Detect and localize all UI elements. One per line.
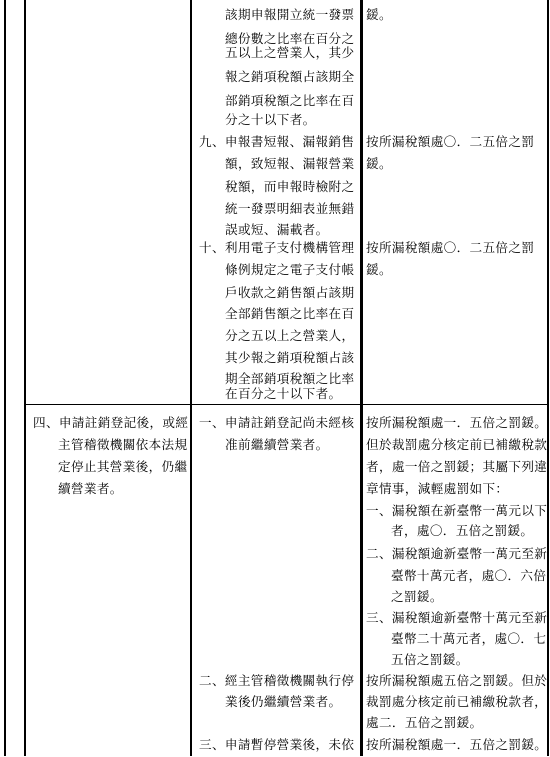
category-text: 續營業者。 bbox=[58, 481, 123, 496]
penalty-text: 二、漏稅額逾新臺幣一萬元至新 bbox=[366, 546, 548, 561]
subitem-text: 報之銷項稅額占該期全 bbox=[225, 69, 355, 84]
subitem-text: 九、申報書短報、漏報銷售 bbox=[199, 134, 355, 149]
table-right-border bbox=[547, 0, 549, 756]
penalty-text: 但於裁罰處分核定前已補繳稅款 bbox=[366, 437, 548, 452]
penalty-text: 按所漏稅額處〇．二五倍之罰 bbox=[366, 240, 535, 255]
subitem-text: 在百分之十以下者。 bbox=[225, 386, 342, 401]
penalty-text: 之罰鍰。 bbox=[391, 589, 443, 604]
subitem-text: 統一發票明細表並無錯 bbox=[225, 201, 355, 216]
penalty-text: 鍰。 bbox=[366, 156, 392, 171]
table-left-border bbox=[4, 0, 6, 756]
subitem-text: 其少報之銷項稅額占該 bbox=[225, 350, 355, 365]
penalty-text: 按所漏稅額處〇．二五倍之罰 bbox=[366, 134, 535, 149]
penalty-text: 臺幣十萬元者，處〇．六倍 bbox=[391, 568, 547, 583]
penalty-text: 章情事，減輕處罰如下： bbox=[366, 481, 509, 496]
subitem-text: 全部銷售額之比率在百 bbox=[225, 306, 355, 321]
subitem-text: 條例規定之電子支付帳 bbox=[225, 262, 355, 277]
subitem-text: 部銷項稅額之比率在百 bbox=[225, 93, 355, 108]
subitem-text: 五以上之營業人，其少 bbox=[225, 45, 355, 60]
subitem-text: 十、利用電子支付機構管理 bbox=[199, 240, 355, 255]
penalty-text: 按所漏稅額處五倍之罰鍰。但於 bbox=[366, 673, 548, 688]
subitem-text: 分之十以下者。 bbox=[225, 112, 316, 127]
subitem-text: 總份數之比率在百分之 bbox=[225, 31, 355, 46]
penalty-text: 者，處〇．五倍之罰鍰。 bbox=[391, 523, 534, 538]
category-text: 四、申請註銷登記後，或經 bbox=[33, 415, 189, 430]
penalty-text: 五倍之罰鍰。 bbox=[391, 652, 469, 667]
subitem-text: 二、經主管稽徵機關執行停 bbox=[199, 673, 355, 688]
column-divider-2 bbox=[190, 0, 192, 756]
subitem-text: 戶收款之銷售額占該期 bbox=[225, 285, 355, 300]
subitem-text: 一、申請註銷登記尚未經核 bbox=[199, 415, 355, 430]
subitem-text: 額，致短報、漏報營業 bbox=[225, 156, 355, 171]
subitem-text: 准前繼續營業者。 bbox=[225, 437, 329, 452]
penalty-text: 者，處一倍之罰鍰；其屬下列違 bbox=[366, 459, 548, 474]
penalty-text: 鍰。 bbox=[366, 262, 392, 277]
penalty-text: 按所漏稅額處一．五倍之罰鍰。 bbox=[366, 737, 548, 752]
subitem-text: 誤或短、漏載者。 bbox=[225, 222, 329, 237]
penalty-text: 三、漏稅額逾新臺幣十萬元至新 bbox=[366, 610, 548, 625]
penalty-text: 鍰。 bbox=[366, 7, 392, 22]
penalty-text: 一、漏稅額在新臺幣一萬元以下 bbox=[366, 503, 548, 518]
subitem-text: 期全部銷項稅額之比率 bbox=[225, 371, 355, 386]
subitem-text: 分之五以上之營業人， bbox=[225, 328, 355, 343]
penalty-text: 處二．五倍之罰鍰。 bbox=[366, 715, 483, 730]
subitem-text: 稅額，而申報時檢附之 bbox=[225, 179, 355, 194]
column-divider-1 bbox=[24, 0, 26, 756]
subitem-text: 該期申報開立統一發票 bbox=[225, 7, 355, 22]
column-divider-3 bbox=[360, 0, 363, 756]
subitem-text: 業後仍繼續營業者。 bbox=[225, 694, 342, 709]
penalty-text: 裁罰處分核定前已補繳稅款者， bbox=[366, 694, 548, 709]
penalty-text: 按所漏稅額處一．五倍之罰鍰。 bbox=[366, 415, 548, 430]
category-text: 定停止其營業後，仍繼 bbox=[58, 459, 188, 474]
penalty-text: 臺幣二十萬元者，處〇．七 bbox=[391, 631, 547, 646]
subitem-text: 三、申請暫停營業後，未依 bbox=[199, 737, 355, 752]
category-text: 主管稽徵機關依本法規 bbox=[58, 437, 188, 452]
